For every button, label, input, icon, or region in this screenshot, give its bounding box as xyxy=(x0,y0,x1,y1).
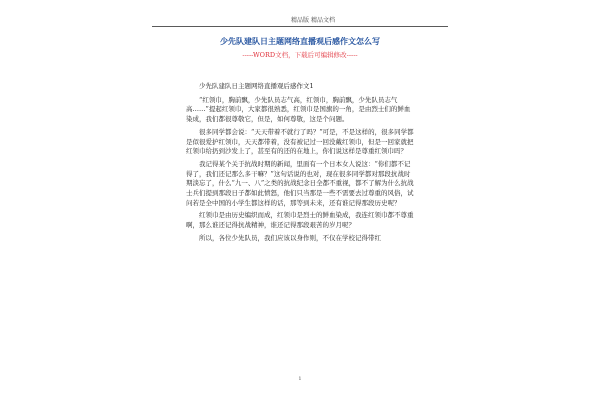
document-title: 少先队建队日主题网络直播观后感作文怎么写 xyxy=(220,36,380,46)
page-number: 1 xyxy=(298,376,302,382)
paragraph: “红领巾，胸前飘，少先队员志气高，红领巾，胸前飘，少先队员志气高……”提起红领巾，大家都很熟悉，红领巾是国旗的一角，是由烈士们的鲜血染成，我们都很尊敬它，但是，如何尊敬，这是个问题。 xyxy=(186,95,411,124)
paragraph: 我记得某个关于抗战时期的新闻，里面有一个日本女人说这：“你们都不记得了，我们还记那么多干嘛？”这句话说的也对，现在很多同学都对那段抗战时期淡忘了，什么“九一、八”之类的抗战纪念日全都不重视，都不了解为什么抗战士兵们提到那段日子都如此愤怒，他们只当那是一些不需要去过尊重的风俗，试问若是全中国的小学生都这样的话，那等到未来，还有谁记得那段历史呢？ xyxy=(186,159,414,207)
essay-title: 少先队建队日主题网络直播观后感作文1 xyxy=(199,82,314,90)
header-text: 精品版 精品文档 xyxy=(291,17,335,24)
paragraph: 所以，各位少先队员，我们应该以身作则，不仅在学校记得带红 xyxy=(199,233,381,242)
document-subtitle: -----WORD文档，下载后可编辑修改----- xyxy=(242,51,358,59)
paragraph: 红领巾是由历史编织而成，红领巾是烈士的鲜血染成，我连红领巾都不尊重啊，那么谁还记得抗战精神，谁还记得那段艰苦的岁月呢？ xyxy=(186,211,414,230)
header-divider xyxy=(152,26,448,27)
paragraph: 很多同学都会说：“天天带着不就行了吗？”可是，不是这样的，很多同学都是似很爱护红领巾，天天都带着，没有被记过一回没戴红领巾，但是一回家就把红领巾给扔到沙发上了，甚至有的还的在地上，你们说这样是尊重红领巾吗？ xyxy=(186,127,414,156)
document-body xyxy=(186,82,414,247)
